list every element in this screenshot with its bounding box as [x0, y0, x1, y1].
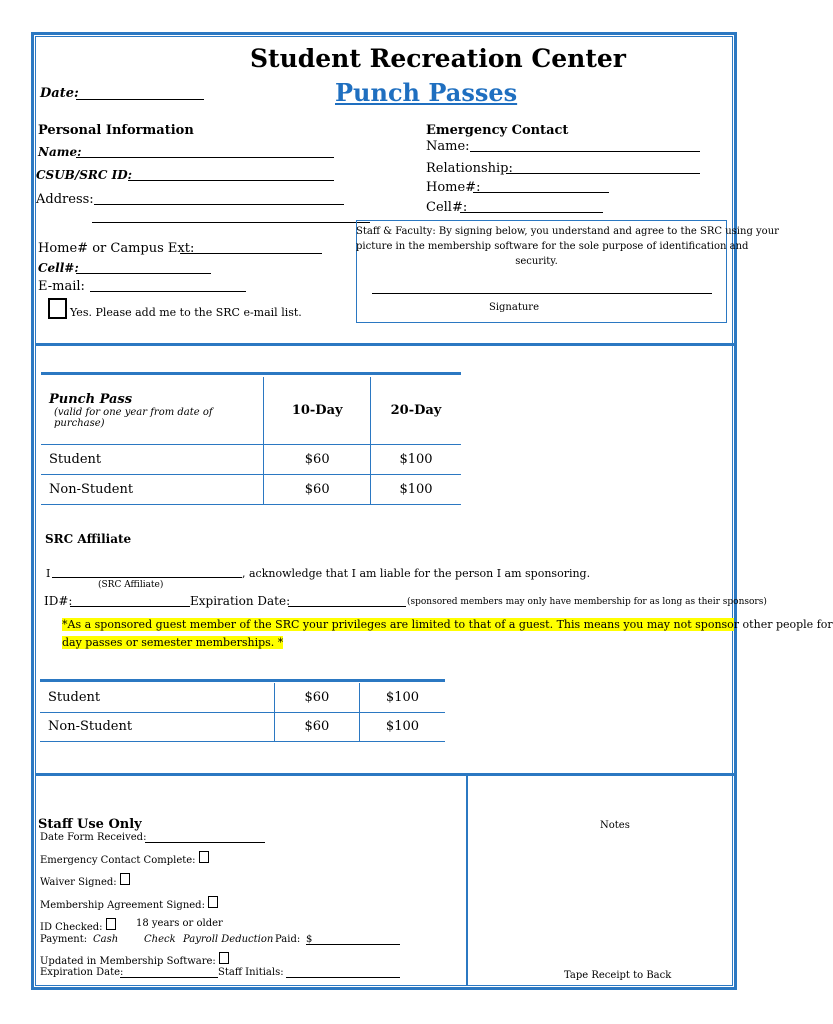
emergency-home-field[interactable] — [473, 180, 609, 193]
sponsor-warning-line-2: day passes or semester memberships. * — [62, 636, 284, 649]
price-non-student-10: $60 — [264, 474, 371, 504]
affiliate-row-label-student: Student — [40, 683, 274, 712]
name-field[interactable] — [76, 145, 334, 158]
payment-payroll[interactable]: Payroll Deduction — [183, 934, 274, 945]
affiliate-exp-label: Expiration Date: — [190, 594, 291, 608]
col-10-day: 10-Day — [264, 377, 371, 444]
punch-pass-header-cell — [41, 377, 264, 444]
cell-field[interactable] — [76, 261, 211, 274]
membership-agreement-checkbox[interactable] — [208, 896, 218, 908]
affiliate-exp-field[interactable] — [288, 594, 406, 607]
emergency-name-field[interactable] — [470, 139, 700, 152]
date-field[interactable] — [76, 86, 204, 100]
staff-exp-label: Expiration Date: — [40, 967, 124, 978]
punch-pass-table — [41, 377, 461, 505]
home-phone-field[interactable] — [180, 241, 322, 254]
section-divider-2 — [35, 773, 735, 776]
csub-id-field[interactable] — [128, 168, 334, 181]
waiver-label — [40, 873, 130, 888]
affiliate-table-topbar — [40, 679, 445, 682]
affiliate-id-field[interactable] — [70, 594, 190, 607]
emergency-cell-field[interactable] — [460, 200, 603, 213]
date-received-label: Date Form Received: — [40, 832, 147, 843]
price-student-10: $60 — [264, 444, 371, 474]
date-received-field[interactable] — [145, 830, 265, 843]
affiliate-id-label: ID#: — [44, 594, 73, 608]
affiliate-price-non-student-10: $60 — [274, 712, 359, 741]
col-20-day: 20-Day — [370, 377, 461, 444]
waiver-checkbox[interactable] — [120, 873, 130, 885]
price-non-student-20: $100 — [370, 474, 461, 504]
payment-check[interactable]: Check — [144, 934, 176, 945]
id-checked-checkbox[interactable] — [106, 918, 116, 930]
affiliate-i-label: I — [46, 567, 51, 580]
date-label: Date: — [40, 86, 79, 101]
email-optin-label: Yes. Please add me to the SRC e-mail list. — [70, 306, 302, 319]
id-checked-text: ID Checked: — [40, 922, 103, 933]
affiliate-price-table — [40, 683, 445, 742]
emergency-complete-checkbox[interactable] — [199, 851, 209, 863]
cell-label: Cell#: — [38, 261, 79, 275]
updated-software-checkbox[interactable] — [219, 952, 229, 964]
id-checked-label — [40, 918, 116, 933]
relationship-label: Relationship: — [426, 161, 513, 176]
punch-table-topbar — [41, 372, 461, 375]
payment-cash[interactable]: Cash — [93, 934, 119, 945]
emergency-name-label: Name: — [426, 139, 470, 154]
affiliate-price-non-student-20: $100 — [359, 712, 445, 741]
staff-initials-field[interactable] — [286, 965, 400, 978]
table-row — [40, 683, 445, 712]
price-student-20: $100 — [370, 444, 461, 474]
signature-field[interactable] — [372, 281, 712, 294]
table-row — [40, 712, 445, 741]
email-optin-checkbox[interactable] — [48, 298, 67, 319]
affiliate-exp-note: (sponsored members may only have membership for as long as their sponsors) — [407, 597, 767, 607]
relationship-field[interactable] — [506, 161, 700, 174]
membership-agreement-text: Membership Agreement Signed: — [40, 900, 205, 911]
staff-heading: Staff Use Only — [38, 817, 142, 832]
emergency-complete-text: Emergency Contact Complete: — [40, 855, 196, 866]
address-field-1[interactable] — [94, 192, 344, 205]
affiliate-heading: SRC Affiliate — [45, 532, 132, 546]
emergency-cell-label: Cell#: — [426, 200, 468, 215]
table-row — [41, 474, 461, 504]
paid-field[interactable] — [306, 932, 400, 945]
address-field-2[interactable] — [92, 210, 370, 223]
affiliate-price-student-20: $100 — [359, 683, 445, 712]
affiliate-price-student-10: $60 — [274, 683, 359, 712]
emergency-heading: Emergency Contact — [426, 123, 569, 138]
row-label-non-student: Non-Student — [41, 474, 264, 504]
affiliate-name-field[interactable] — [52, 565, 242, 578]
signature-label: Signature — [488, 302, 539, 313]
affiliate-sub-label: (SRC Affiliate) — [98, 580, 164, 590]
staff-exp-field[interactable] — [120, 965, 218, 978]
address-label: Address: — [36, 192, 94, 207]
email-field[interactable] — [90, 279, 246, 292]
notes-label: Notes — [600, 820, 630, 831]
csub-id-label: CSUB/SRC ID: — [36, 168, 133, 182]
row-label-student: Student — [41, 444, 264, 474]
paid-dollar: $ — [306, 934, 313, 945]
emergency-home-label: Home#: — [426, 180, 481, 195]
punch-pass-note: (valid for one year from date of purchase) — [54, 406, 213, 429]
membership-agreement-label — [40, 896, 218, 911]
emergency-complete-label — [40, 851, 209, 866]
consent-text-2: picture in the membership software for the sole purpose of identification and — [356, 241, 749, 252]
punch-pass-title: Punch Pass — [49, 391, 133, 407]
page-title: Student Recreation Center — [250, 44, 626, 73]
updated-software-text: Updated in Membership Software: — [40, 956, 216, 967]
affiliate-acknowledge: , acknowledge that I am liable for the person I am sponsoring. — [242, 567, 591, 580]
staff-initials-label: Staff Initials: — [218, 967, 284, 978]
name-label: Name: — [38, 145, 82, 159]
paid-label: Paid: — [275, 934, 301, 945]
consent-text-1: Staff & Faculty: By signing below, you understand and agree to the SRC using your — [356, 226, 779, 237]
home-phone-label: Home# or Campus Ext: — [38, 241, 195, 256]
email-label: E-mail: — [38, 279, 85, 294]
staff-notes-divider — [466, 776, 468, 986]
payment-label: Payment: — [40, 934, 88, 945]
age-label: 18 years or older — [136, 918, 223, 929]
tape-receipt-label: Tape Receipt to Back — [564, 970, 672, 981]
sponsor-warning-line-1: *As a sponsored guest member of the SRC your privileges are limited to that of a guest. This means you may not sponsor other people for — [62, 618, 833, 631]
page-subtitle: Punch Passes — [335, 78, 518, 107]
table-row — [41, 444, 461, 474]
section-divider-1 — [35, 343, 735, 346]
waiver-text: Waiver Signed: — [40, 877, 117, 888]
affiliate-row-label-non-student: Non-Student — [40, 712, 274, 741]
consent-text-3: security. — [515, 256, 558, 267]
personal-info-heading: Personal Information — [38, 123, 194, 138]
